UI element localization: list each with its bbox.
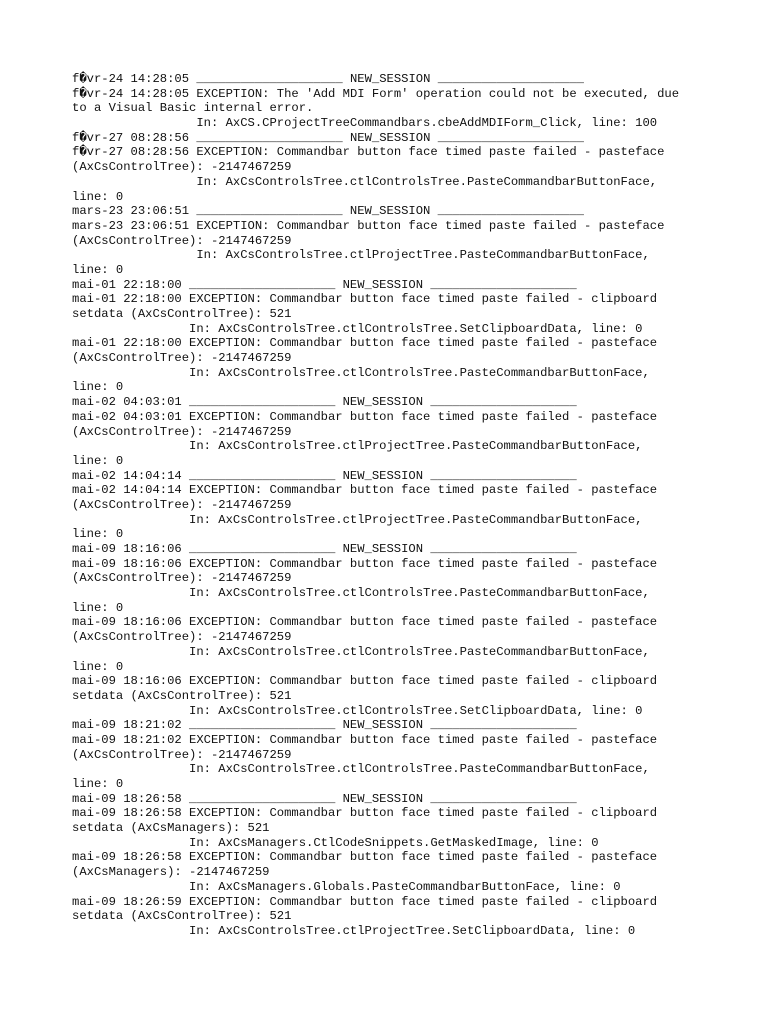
log-line: mars-23 23:06:51 EXCEPTION: Commandbar button face timed paste failed - pasteface	[72, 218, 665, 233]
log-line: In: AxCsControlsTree.ctlProjectTree.PasteCommandbarButtonFace,	[72, 439, 643, 454]
log-line: In: AxCsControlsTree.ctlControlsTree.PasteCommandbarButtonFace,	[72, 762, 650, 777]
log-line: (AxCsManagers): -2147467259	[72, 865, 270, 880]
log-line: In: AxCsManagers.Globals.PasteCommandbarButtonFace, line: 0	[72, 879, 621, 894]
log-line: mai-09 18:26:58 ____________________ NEW_SESSION ____________________	[72, 791, 577, 806]
log-line: In: AxCsControlsTree.ctlProjectTree.SetClipboardData, line: 0	[72, 923, 636, 938]
log-line: line: 0	[72, 453, 124, 468]
log-line: f�vr-24 14:28:05 ____________________ NEW_SESSION ____________________	[72, 72, 584, 86]
log-line: (AxCsControlTree): -2147467259	[72, 160, 292, 175]
log-line: (AxCsControlTree): -2147467259	[72, 424, 292, 439]
log-line: mai-09 18:16:06 EXCEPTION: Commandbar button face timed paste failed - pasteface	[72, 615, 658, 630]
log-line: line: 0	[72, 600, 124, 615]
log-line: (AxCsControlTree): -2147467259	[72, 630, 292, 645]
log-line: line: 0	[72, 777, 124, 791]
log-line: In: AxCsManagers.CtlCodeSnippets.GetMaskedImage, line: 0	[72, 835, 599, 850]
log-line: line: 0	[72, 262, 124, 277]
log-line: setdata (AxCsManagers): 521	[72, 821, 270, 836]
log-line: In: AxCsControlsTree.ctlControlsTree.SetClipboardData, line: 0	[72, 321, 643, 336]
log-line: In: AxCsControlsTree.ctlControlsTree.PasteCommandbarButtonFace,	[72, 586, 650, 601]
log-line: mars-23 23:06:51 ____________________ NEW_SESSION ____________________	[72, 204, 584, 219]
log-line: f�vr-24 14:28:05 EXCEPTION: The 'Add MDI Form' operation could not be executed, due	[72, 86, 680, 101]
log-line: (AxCsControlTree): -2147467259	[72, 351, 292, 366]
log-line: line: 0	[72, 189, 124, 204]
log-line: mai-01 22:18:00 EXCEPTION: Commandbar button face timed paste failed - clipboard	[72, 292, 658, 307]
log-line: In: AxCsControlsTree.ctlProjectTree.PasteCommandbarButtonFace,	[72, 512, 643, 527]
log-line: In: AxCsControlsTree.ctlControlsTree.PasteCommandbarButtonFace,	[72, 365, 650, 380]
log-line: In: AxCsControlsTree.ctlControlsTree.PasteCommandbarButtonFace,	[72, 174, 658, 189]
log-line: mai-09 18:26:58 EXCEPTION: Commandbar button face timed paste failed - pasteface	[72, 850, 658, 865]
log-line: line: 0	[72, 659, 124, 674]
log-line: mai-09 18:21:02 EXCEPTION: Commandbar button face timed paste failed - pasteface	[72, 732, 658, 747]
log-line: mai-09 18:26:59 EXCEPTION: Commandbar button face timed paste failed - clipboard	[72, 894, 658, 909]
log-line: f�vr-27 08:28:56 EXCEPTION: Commandbar button face timed paste failed - pasteface	[72, 145, 665, 160]
log-text	[72, 72, 702, 939]
log-line: f�vr-27 08:28:56 ____________________ NEW_SESSION ____________________	[72, 130, 584, 145]
log-line: line: 0	[72, 380, 124, 395]
log-line: (AxCsControlTree): -2147467259	[72, 747, 292, 762]
log-line: (AxCsControlTree): -2147467259	[72, 571, 292, 586]
log-line: mai-02 14:04:14 EXCEPTION: Commandbar button face timed paste failed - pasteface	[72, 483, 658, 498]
log-line: mai-09 18:21:02 ____________________ NEW_SESSION ____________________	[72, 718, 577, 733]
log-line: mai-01 22:18:00 ____________________ NEW_SESSION ____________________	[72, 277, 577, 292]
log-line: line: 0	[72, 527, 124, 542]
log-line: mai-02 04:03:01 EXCEPTION: Commandbar button face timed paste failed - pasteface	[72, 409, 658, 424]
log-line: mai-09 18:16:06 EXCEPTION: Commandbar button face timed paste failed - clipboard	[72, 674, 658, 689]
log-line: setdata (AxCsControlTree): 521	[72, 688, 292, 703]
log-line: to a Visual Basic internal error.	[72, 101, 314, 116]
log-line: mai-02 14:04:14 ____________________ NEW_SESSION ____________________	[72, 468, 577, 483]
log-line: mai-09 18:16:06 EXCEPTION: Commandbar button face timed paste failed - pasteface	[72, 556, 658, 571]
log-line: mai-09 18:16:06 ____________________ NEW_SESSION ____________________	[72, 542, 577, 556]
log-line: mai-01 22:18:00 EXCEPTION: Commandbar button face timed paste failed - pasteface	[72, 336, 658, 351]
log-line: In: AxCsControlsTree.ctlControlsTree.PasteCommandbarButtonFace,	[72, 644, 650, 659]
log-line: mai-09 18:26:58 EXCEPTION: Commandbar button face timed paste failed - clipboard	[72, 806, 658, 821]
log-line: setdata (AxCsControlTree): 521	[72, 307, 292, 321]
log-line: (AxCsControlTree): -2147467259	[72, 497, 292, 512]
log-line: In: AxCS.CProjectTreeCommandbars.cbeAddMDIForm_Click, line: 100	[72, 116, 658, 131]
log-line: (AxCsControlTree): -2147467259	[72, 233, 292, 248]
log-line: In: AxCsControlsTree.ctlControlsTree.SetClipboardData, line: 0	[72, 703, 643, 718]
log-line: In: AxCsControlsTree.ctlProjectTree.PasteCommandbarButtonFace,	[72, 248, 650, 263]
log-line: mai-02 04:03:01 ____________________ NEW_SESSION ____________________	[72, 395, 577, 410]
log-line: setdata (AxCsControlTree): 521	[72, 909, 292, 924]
